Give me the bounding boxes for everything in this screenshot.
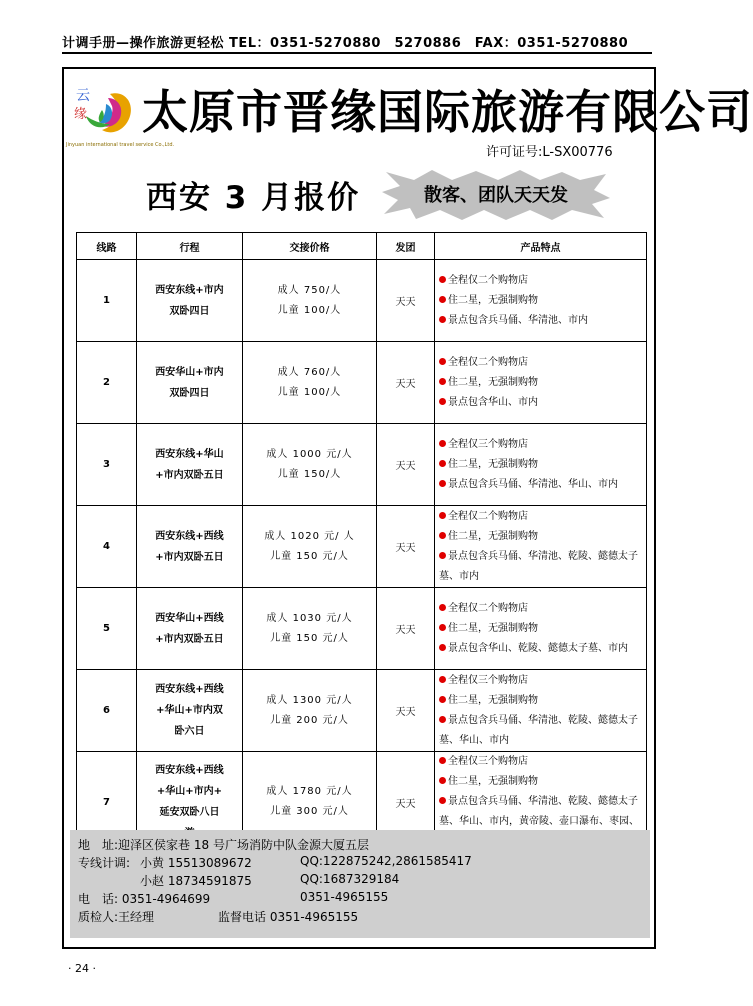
feature-item — [439, 619, 642, 639]
red-bullet-icon — [439, 532, 446, 539]
header-contact-line: 计调手册—操作旅游更轻松 TEL：0351-5270880 5270886 FAX：0351-5270880 — [62, 36, 629, 51]
itinerary-line: 西安东线+西线 — [155, 530, 224, 542]
route-number: 2 — [103, 377, 110, 388]
red-bullet-icon — [439, 378, 446, 385]
table-row — [77, 260, 647, 342]
feature-item — [439, 527, 642, 547]
price-cell — [243, 342, 377, 424]
company-name: 太原市晋缘国际旅游有限公司 — [142, 85, 753, 139]
feature-item — [439, 475, 642, 495]
route-number: 5 — [103, 623, 110, 634]
inspector-line: 质检人:王经理 — [78, 910, 155, 924]
itinerary-line: 卧六日 — [174, 726, 205, 737]
phone-line: 电 话: 0351-4964699 — [78, 892, 211, 906]
red-bullet-icon — [439, 276, 446, 283]
feature-item — [439, 393, 642, 413]
feature-text: 住二星，无强制购物 — [448, 622, 538, 634]
feature-item — [439, 507, 642, 527]
table-row — [77, 670, 647, 752]
itinerary-cell — [137, 588, 243, 670]
departure-frequency: 天天 — [395, 543, 416, 554]
child-price: 儿童 200 元/人 — [270, 714, 349, 726]
phone-line-2: 0351-4965155 — [300, 890, 389, 904]
table-row — [77, 506, 647, 588]
itinerary-cell — [137, 424, 243, 506]
departure-frequency: 天天 — [395, 297, 416, 308]
adult-price: 成人 1020 元/ 人 — [264, 530, 355, 542]
red-bullet-icon — [439, 797, 446, 804]
feature-item — [439, 772, 642, 792]
itinerary-line: 延安双卧八日 — [159, 807, 220, 818]
red-bullet-icon — [439, 316, 446, 323]
table-body — [77, 260, 647, 853]
child-price: 儿童 150 元/人 — [270, 632, 349, 644]
logo-caption: Jinyuan international travel service Co.,Ltd. — [66, 142, 175, 148]
header-features: 产品特点 — [435, 233, 647, 260]
itinerary-cell — [137, 260, 243, 342]
page-number: · 24 · — [68, 962, 96, 975]
feature-text: 全程仅三个购物店 — [448, 438, 528, 450]
route-number-cell — [77, 670, 137, 752]
itinerary-line: 西安华山+西线 — [155, 612, 224, 624]
table-row — [77, 588, 647, 670]
red-bullet-icon — [439, 398, 446, 405]
departure-frequency: 天天 — [395, 707, 416, 718]
departure-cell — [377, 342, 435, 424]
features-cell — [435, 260, 647, 342]
feature-text: 住二星，无强制购物 — [448, 694, 538, 706]
feature-item — [439, 373, 642, 393]
feature-item — [439, 752, 642, 772]
red-bullet-icon — [439, 696, 446, 703]
feature-item — [439, 311, 642, 331]
header-route-number: 线路 — [77, 233, 137, 260]
feature-text: 景点包含兵马俑、华清池、乾陵、懿德太子墓、市内 — [439, 550, 638, 582]
route-number: 7 — [103, 796, 110, 808]
route-number-cell — [77, 588, 137, 670]
child-price: 儿童 100/人 — [277, 386, 342, 398]
child-price: 儿童 150/人 — [277, 468, 342, 480]
itinerary-cell — [137, 342, 243, 424]
red-bullet-icon — [439, 777, 446, 784]
feature-item — [439, 271, 642, 291]
adult-price: 成人 1780 元/人 — [266, 786, 353, 797]
red-bullet-icon — [439, 440, 446, 447]
adult-price: 成人 760/人 — [277, 366, 342, 378]
table-header-row — [77, 233, 647, 260]
features-cell — [435, 506, 647, 588]
feature-text: 景点包含华山、乾陵、懿德太子墓、市内 — [448, 642, 628, 654]
features-cell — [435, 588, 647, 670]
feature-text: 景点包含华山、市内 — [448, 396, 538, 408]
itinerary-line: +市内双卧五日 — [155, 633, 224, 645]
itinerary-line: +市内双卧五日 — [155, 469, 224, 481]
feature-text: 住二星，无强制购物 — [448, 530, 538, 542]
price-cell — [243, 506, 377, 588]
red-bullet-icon — [439, 644, 446, 651]
itinerary-line: +市内双卧五日 — [155, 551, 224, 563]
price-cell — [243, 588, 377, 670]
red-bullet-icon — [439, 552, 446, 559]
red-bullet-icon — [439, 757, 446, 764]
hotline-label: 专线计调: — [78, 856, 131, 870]
feature-item — [439, 291, 642, 311]
feature-text: 住二星，无强制购物 — [448, 458, 538, 470]
address-line: 地 址:迎泽区侯家巷 18 号广场消防中队金源大厦五层 — [78, 838, 369, 852]
feature-text: 景点包含兵马俑、华清池、华山、市内 — [448, 478, 618, 490]
route-number: 3 — [103, 459, 110, 470]
feature-text: 住二星，无强制购物 — [448, 776, 538, 787]
price-cell — [243, 424, 377, 506]
feature-item — [439, 711, 642, 751]
itinerary-line: 双卧四日 — [169, 387, 210, 399]
feature-text: 景点包含兵马俑、华清池、乾陵、懿德太子墓、华山、市内 — [439, 714, 638, 746]
feature-item — [439, 691, 642, 711]
departure-frequency: 天天 — [395, 625, 416, 636]
departure-cell — [377, 670, 435, 752]
feature-text: 住二星，无强制购物 — [448, 376, 538, 388]
red-bullet-icon — [439, 604, 446, 611]
departure-cell — [377, 424, 435, 506]
itinerary-line: 西安东线+西线 — [155, 684, 224, 695]
badge-text: 散客、团队天天发 — [424, 185, 568, 206]
departure-cell — [377, 506, 435, 588]
feature-text: 景点包含兵马俑、华清池、乾陵、懿德太子墓、华山、市内，黄帝陵、壶口瀑布、枣园、 — [439, 796, 639, 827]
red-bullet-icon — [439, 716, 446, 723]
adult-price: 成人 1000 元/人 — [266, 448, 353, 460]
qq-zhao: QQ:1687329184 — [300, 872, 400, 886]
header-rule — [62, 52, 652, 54]
child-price: 儿童 150 元/人 — [270, 550, 349, 562]
features-cell — [435, 670, 647, 752]
header-departure: 发团 — [377, 233, 435, 260]
qq-huang: QQ:122875242,2861585417 — [300, 854, 472, 868]
feature-item — [439, 639, 642, 659]
departure-frequency: 天天 — [395, 379, 416, 390]
route-number: 4 — [103, 541, 110, 552]
contact-zhao: 小赵 18734591875 — [140, 874, 252, 888]
feature-item — [439, 353, 642, 373]
feature-item — [439, 435, 642, 455]
itinerary-line: 双卧四日 — [169, 305, 210, 317]
adult-price: 成人 1030 元/人 — [266, 612, 353, 624]
departure-cell — [377, 260, 435, 342]
page-title: 西安 3 月报价 — [146, 180, 361, 216]
price-cell — [243, 260, 377, 342]
feature-text: 全程仅三个购物店 — [448, 756, 528, 767]
itinerary-line: 西安东线+华山 — [155, 448, 224, 460]
departure-frequency: 天天 — [395, 798, 416, 810]
svg-text:缘: 缘 — [74, 107, 88, 122]
route-number-cell — [77, 506, 137, 588]
feature-text: 全程仅二个购物店 — [448, 356, 528, 368]
feature-item — [439, 547, 642, 587]
red-bullet-icon — [439, 512, 446, 519]
price-table — [76, 232, 647, 853]
feature-text: 全程仅二个购物店 — [448, 274, 528, 286]
table-row — [77, 424, 647, 506]
feature-text: 全程仅二个购物店 — [448, 602, 528, 614]
adult-price: 成人 750/人 — [277, 284, 342, 296]
contact-huang: 小黄 15513089672 — [140, 856, 252, 870]
route-number: 1 — [103, 295, 110, 306]
header-itinerary: 行程 — [137, 233, 243, 260]
adult-price: 成人 1300 元/人 — [266, 694, 353, 706]
license-number: 许可证号:L-SX00776 — [486, 145, 613, 160]
itinerary-line: 西安东线+西线 — [155, 765, 224, 776]
itinerary-line: +华山+市内+ — [156, 786, 223, 797]
header-price: 交接价格 — [243, 233, 377, 260]
features-cell — [435, 342, 647, 424]
itinerary-line: 西安华山+市内 — [155, 366, 224, 378]
child-price: 儿童 100/人 — [277, 304, 342, 316]
red-bullet-icon — [439, 624, 446, 631]
feature-item — [439, 455, 642, 475]
departure-cell — [377, 588, 435, 670]
feature-text: 全程仅二个购物店 — [448, 510, 528, 522]
red-bullet-icon — [439, 676, 446, 683]
route-number: 6 — [103, 705, 110, 716]
price-cell — [243, 670, 377, 752]
child-price: 儿童 300 元/人 — [270, 806, 349, 817]
red-bullet-icon — [439, 358, 446, 365]
route-number-cell — [77, 342, 137, 424]
table-row — [77, 342, 647, 424]
departure-frequency: 天天 — [395, 461, 416, 472]
feature-text: 景点包含兵马俑、华清池、市内 — [448, 314, 588, 326]
itinerary-line: +华山+市内双 — [156, 705, 223, 716]
red-bullet-icon — [439, 480, 446, 487]
features-cell — [435, 424, 647, 506]
feature-text: 住二星，无强制购物 — [448, 294, 538, 306]
route-number-cell — [77, 260, 137, 342]
route-number-cell — [77, 424, 137, 506]
itinerary-cell — [137, 670, 243, 752]
company-logo-icon — [72, 76, 138, 146]
feature-text: 全程仅三个购物店 — [448, 674, 528, 686]
red-bullet-icon — [439, 460, 446, 467]
itinerary-line: 西安东线+市内 — [155, 284, 224, 296]
feature-item — [439, 671, 642, 691]
red-bullet-icon — [439, 296, 446, 303]
contact-info-panel — [70, 830, 650, 938]
itinerary-cell — [137, 506, 243, 588]
svg-text:云: 云 — [76, 88, 90, 104]
supervision-phone: 监督电话 0351-4965155 — [218, 910, 359, 924]
feature-item — [439, 599, 642, 619]
